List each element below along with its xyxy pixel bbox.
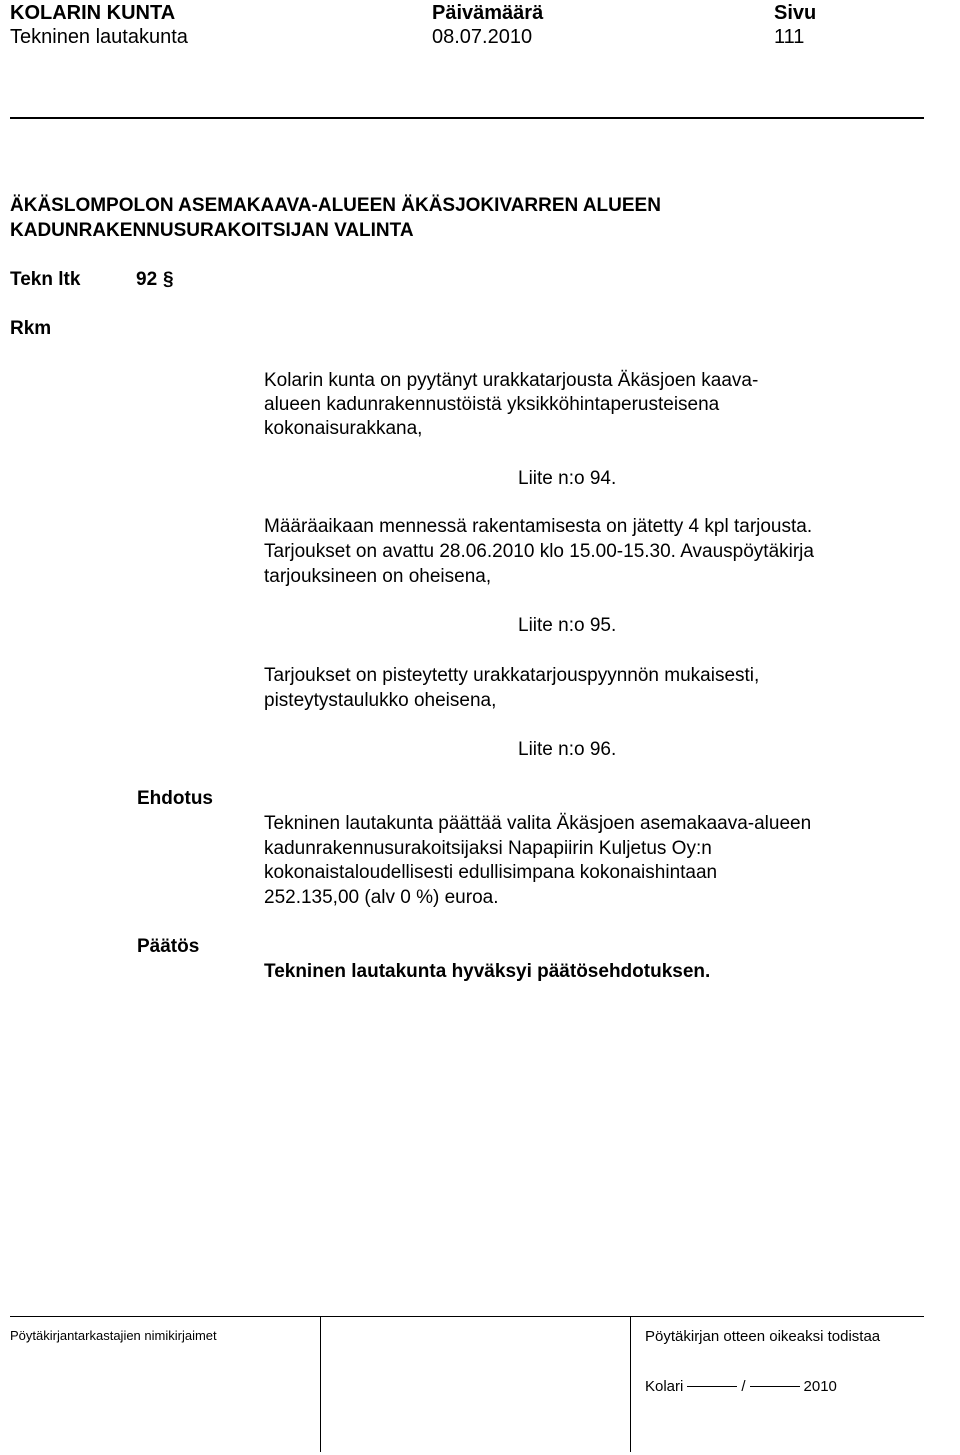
header-page-number: 111 — [774, 26, 805, 48]
footer-divider — [10, 1316, 924, 1317]
attachment-96: Liite n:o 96. — [518, 739, 617, 760]
header-org: KOLARIN KUNTA — [10, 2, 176, 24]
section-rkm: Rkm — [10, 318, 52, 339]
footer-vertical-divider — [320, 1316, 321, 1452]
body-p1-line-3: kokonaisurakkana, — [264, 418, 423, 439]
footer-place: Kolari — [645, 1378, 684, 1395]
body-p2-line-1: Määräaikaan mennessä rakentamisesta on jätetty 4 kpl tarjousta. — [264, 516, 813, 537]
header-date: 08.07.2010 — [432, 26, 533, 48]
proposal-line-1: Tekninen lautakunta päättää valita Äkäsjoen asemakaava-alueen — [264, 813, 812, 834]
footer-initials-label: Pöytäkirjantarkastajien nimikirjaimet — [10, 1328, 217, 1343]
body-p2-line-3: tarjouksineen on oheisena, — [264, 566, 492, 587]
body-p3-line-1: Tarjoukset on pisteytetty urakkatarjouspyynnön mukaisesti, — [264, 665, 760, 686]
proposal-line-2: kadunrakennusurakoitsijaksi Napapiirin Kuljetus Oy:n — [264, 838, 712, 859]
header-page-label: Sivu — [774, 2, 817, 24]
body-p1-line-2: alueen kadunrakennustöistä yksikköhintaperusteisena — [264, 394, 720, 415]
section-ref-label: Tekn ltk — [10, 269, 81, 290]
title-line-2: KADUNRAKENNUSURAKOITSIJAN VALINTA — [10, 220, 414, 241]
header-date-label: Päivämäärä — [432, 2, 544, 24]
section-symbol: § — [163, 269, 174, 290]
proposal-line-3: kokonaistaloudellisesti edullisimpana kokonaishintaan — [264, 862, 718, 883]
decision-label: Päätös — [137, 936, 200, 957]
footer-slash: / — [741, 1378, 746, 1395]
section-ref-number: 92 — [136, 269, 158, 290]
footer-place-date — [645, 1378, 837, 1395]
body-p1-line-1: Kolarin kunta on pyytänyt urakkatarjousta Äkäsjoen kaava- — [264, 370, 759, 391]
footer-certify-label: Pöytäkirjan otteen oikeaksi todistaa — [645, 1328, 881, 1345]
title-line-1: ÄKÄSLOMPOLON ASEMAKAAVA-ALUEEN ÄKÄSJOKIVARREN ALUEEN — [10, 195, 661, 216]
footer-day-blank — [687, 1386, 737, 1387]
attachment-94: Liite n:o 94. — [518, 468, 617, 489]
body-p2-line-2: Tarjoukset on avattu 28.06.2010 klo 15.00-15.30. Avauspöytäkirja — [264, 541, 814, 562]
proposal-label: Ehdotus — [137, 788, 213, 809]
footer-right-divider — [630, 1316, 631, 1452]
decision-text: Tekninen lautakunta hyväksyi päätösehdotuksen. — [264, 961, 711, 982]
header-committee: Tekninen lautakunta — [10, 26, 188, 48]
footer-year: 2010 — [803, 1378, 837, 1395]
footer-month-blank — [750, 1386, 800, 1387]
attachment-95: Liite n:o 95. — [518, 615, 617, 636]
body-p3-line-2: pisteytystaulukko oheisena, — [264, 690, 497, 711]
proposal-line-4: 252.135,00 (alv 0 %) euroa. — [264, 887, 499, 908]
header-divider — [10, 117, 924, 119]
